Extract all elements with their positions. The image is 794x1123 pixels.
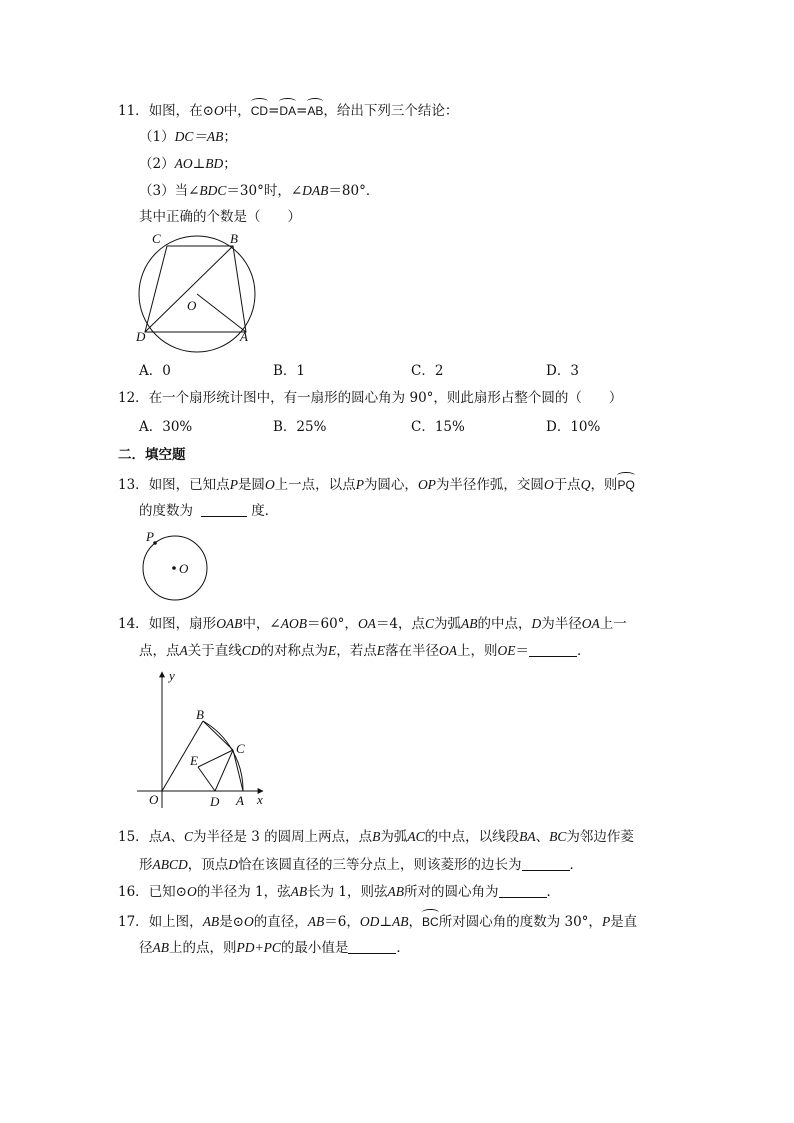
q17-line-1 [118, 911, 637, 931]
q17-number: 17． [118, 914, 149, 930]
arc-cd: CD [251, 100, 268, 120]
q15-text: 、 [535, 829, 550, 845]
q17-text: 是直 [610, 914, 638, 930]
q11-text: 如图，在⊙ [148, 103, 214, 119]
q13-text: 度． [251, 503, 279, 519]
q14-text: 的对称点为 [260, 643, 329, 659]
q15-line-1 [118, 828, 634, 846]
q14-label-x: x [257, 792, 263, 807]
q16-text: ． [546, 884, 561, 900]
q13-text: 的度数为 [139, 503, 193, 519]
q15-var: AC [407, 829, 425, 844]
q11-quadrilateral [145, 246, 246, 332]
q11-number: 11． [118, 103, 149, 119]
q14-var: OA [581, 616, 600, 631]
q13-text: 为圆心， [363, 477, 418, 493]
q17-answer-blank[interactable] [348, 941, 396, 954]
q14-answer-blank[interactable] [529, 644, 577, 657]
q11-ask: 其中正确的个数是（ ） [139, 209, 301, 225]
q15-var: D [228, 857, 238, 872]
q13-label-p: P [146, 529, 154, 544]
q13-figure [140, 530, 220, 602]
q14-text: 落在半径 [385, 643, 440, 659]
q14-label-b: B [196, 707, 204, 722]
q16-var: AB [290, 884, 308, 899]
q13-line-1 [118, 474, 635, 494]
q17-var: AB [307, 914, 325, 929]
q15-answer-blank[interactable] [522, 858, 570, 871]
q17-var: AB [202, 914, 220, 929]
q17-text: ＝6， [324, 914, 360, 930]
q13-var: P [355, 477, 364, 492]
q15-var: A [162, 829, 171, 844]
arc-bc: BC [422, 911, 439, 931]
q15-text: 为弧 [380, 829, 408, 845]
q11-stem [118, 100, 458, 120]
q15-line-2 [139, 856, 583, 874]
q11-text: 中， [223, 103, 251, 119]
q11-option-b[interactable]: B．1 [273, 363, 306, 379]
q12-stem [118, 389, 622, 407]
q13-label-o: O [179, 561, 189, 576]
q14-text: 的中点， [477, 616, 532, 632]
q11-text: ，给出下列三个结论： [323, 103, 459, 119]
q14-arc-ab [203, 721, 243, 791]
q15-var: B [372, 829, 381, 844]
q15-var: C [183, 829, 193, 844]
q16-var: O [187, 884, 197, 899]
q15-text: ，顶点 [187, 857, 229, 873]
q14-text: 点，点 [139, 643, 180, 659]
q13-text: ，则 [590, 477, 618, 493]
q16-text: 所对的圆心角为 [404, 884, 499, 900]
q17-text: 所对圆心角的度数为 30°， [438, 914, 602, 930]
q17-var: P [601, 914, 611, 929]
q14-text: 如图，扇形 [148, 616, 217, 632]
q16-number: 16． [118, 884, 149, 900]
q15-text: 为邻边作菱 [566, 829, 634, 845]
q17-text: 是⊙ [219, 914, 244, 930]
q14-var: OA [357, 616, 376, 631]
section-title-fill-in: 二．填空题 [118, 447, 186, 463]
conclusion-text: ＝30°时，∠ [226, 183, 303, 199]
q17-text: 如上图， [148, 914, 203, 930]
q14-text: 关于直线 [187, 643, 242, 659]
q14-text: 为弧 [434, 616, 462, 632]
conclusion-text: ＝80°． [328, 183, 380, 199]
conclusion-text: 当∠ [174, 183, 200, 199]
q14-figure [135, 668, 275, 813]
q14-label-e: E [190, 753, 198, 768]
q13-var: O [264, 477, 275, 492]
q12-option-b[interactable]: B．25% [273, 419, 327, 435]
q11-label-d: D [136, 329, 146, 344]
q11-label-b: B [230, 231, 238, 246]
q17-text: ， [408, 914, 423, 930]
conclusion-number: （1） [139, 129, 175, 145]
q11-label-a: A [240, 329, 248, 344]
q16-text: 已知⊙ [148, 884, 187, 900]
q14-var: OAB [216, 616, 243, 631]
q14-text: ＝60°， [307, 616, 358, 632]
q14-label-d: D [210, 794, 220, 809]
q14-label-a: A [236, 793, 244, 808]
q17-text: 上的点，则 [169, 940, 237, 956]
q17-var: PD+PC [236, 940, 281, 955]
q12-text: 在一个扇形统计图中，有一扇形的圆心角为 90°，则此扇形占整个圆的（ ） [148, 390, 623, 406]
q14-text: 上，则 [457, 643, 498, 659]
conclusion-text: AO⊥BD [174, 156, 224, 171]
q14-var: A [179, 643, 188, 658]
q17-var: O [244, 914, 254, 929]
q14-text: 上一 [599, 616, 627, 632]
q15-text: 为半径是 3 的圆周上两点，点 [192, 829, 373, 845]
q11-option-d[interactable]: D．3 [546, 363, 579, 379]
q17-text: ． [396, 940, 410, 956]
q17-text: 的最小值是 [280, 940, 349, 956]
conclusion-number: （3） [139, 183, 175, 199]
q11-var: O [214, 103, 224, 118]
q14-segment-ed [198, 767, 215, 791]
q11-diagonal-bd [145, 246, 233, 332]
conclusion-end: ； [223, 129, 237, 145]
q13-answer-blank[interactable] [201, 504, 247, 517]
q15-var: ABCD [152, 857, 188, 872]
q11-label-o: O [187, 298, 197, 313]
q14-label-y: y [169, 668, 175, 683]
q15-number: 15． [118, 829, 149, 845]
conclusion-var: BDC [199, 183, 227, 198]
q16-stem [118, 883, 560, 901]
q11-conclusion-2 [139, 155, 237, 173]
q14-label-c: C [236, 741, 245, 756]
q16-answer-blank[interactable] [499, 885, 547, 898]
q14-text: 中，∠ [242, 616, 281, 632]
q13-var: O [543, 477, 554, 492]
q13-text: 是圆 [237, 477, 265, 493]
q14-text: ＝ [515, 643, 530, 659]
q14-var: AB [461, 616, 478, 631]
q16-text: 长为 1，则弦 [307, 884, 388, 900]
q14-segment-cd [215, 750, 233, 791]
q14-label-o: O [149, 792, 159, 807]
q12-number: 12． [118, 390, 149, 406]
q15-var: BA [519, 829, 536, 844]
q15-text: 、 [170, 829, 184, 845]
q14-var: OA [439, 643, 458, 658]
q14-segment-ce [198, 750, 233, 767]
q13-text: 上一点，以点 [274, 477, 356, 493]
q14-var: C [425, 616, 435, 631]
q11-equals: = [268, 103, 280, 119]
q17-text: 的直径， [253, 914, 308, 930]
q14-segment-bc [203, 721, 233, 750]
q14-var: D [531, 616, 542, 631]
q11-option-c[interactable]: C．2 [411, 363, 444, 379]
q17-line-2 [139, 939, 410, 957]
q13-var: Q [580, 477, 591, 492]
q12-option-c[interactable]: C．15% [411, 419, 465, 435]
q14-var: E [328, 643, 337, 658]
arc-ab: AB [307, 100, 323, 120]
q14-var: OE [497, 643, 516, 658]
q13-line-2 [139, 502, 278, 520]
q13-text: 于点 [553, 477, 581, 493]
q13-text: 为半径作弧，交圆 [435, 477, 544, 493]
q16-var: AB [387, 884, 405, 899]
q12-option-a[interactable]: A．30% [139, 419, 193, 435]
q11-equals: = [296, 103, 308, 119]
q17-var: AB [152, 940, 169, 955]
q11-option-a[interactable]: A．0 [139, 363, 171, 379]
conclusion-number: （2） [139, 156, 175, 172]
q14-text: ＝4，点 [375, 616, 426, 632]
q15-text: 形 [139, 857, 153, 873]
q14-line-2 [139, 642, 591, 660]
q13-var: OP [417, 477, 436, 492]
q15-text: 点 [148, 829, 163, 845]
conclusion-text: DC＝AB [174, 129, 224, 144]
q12-option-d[interactable]: D．10% [546, 419, 601, 435]
q15-text: 的中点，以线段 [424, 829, 520, 845]
q13-var: P [229, 477, 238, 492]
q17-text: 径 [139, 940, 153, 956]
q14-text: ． [577, 643, 591, 659]
conclusion-var: DAB [302, 183, 329, 198]
q14-var: CD [241, 643, 261, 658]
q14-var: AOB [280, 616, 307, 631]
q11-figure [134, 230, 264, 360]
q15-text: ． [569, 857, 583, 873]
arc-da: DA [279, 100, 296, 120]
q14-segment-ca [233, 750, 243, 791]
q14-text: ，若点 [336, 643, 377, 659]
q11-segment-oa [197, 294, 246, 332]
q15-var: BC [549, 829, 567, 844]
q14-line-1 [118, 615, 627, 633]
q16-text: 的半径为 1，弦 [196, 884, 291, 900]
q13-number: 13． [118, 477, 149, 493]
q11-conclusion-3 [139, 182, 379, 200]
q14-var: E [376, 643, 386, 658]
q17-var: OD⊥AB [359, 914, 409, 929]
arc-pq: PQ [617, 474, 634, 494]
q13-point-o [172, 566, 176, 570]
q13-text: 如图，已知点 [148, 477, 230, 493]
q11-label-c: C [152, 231, 161, 246]
q11-conclusion-1 [139, 128, 237, 146]
q15-text: 恰在该圆直径的三等分点上，则该菱形的边长为 [238, 857, 522, 873]
q14-text: 为半径 [541, 616, 582, 632]
conclusion-end: ； [223, 156, 237, 172]
q14-number: 14． [118, 616, 149, 632]
